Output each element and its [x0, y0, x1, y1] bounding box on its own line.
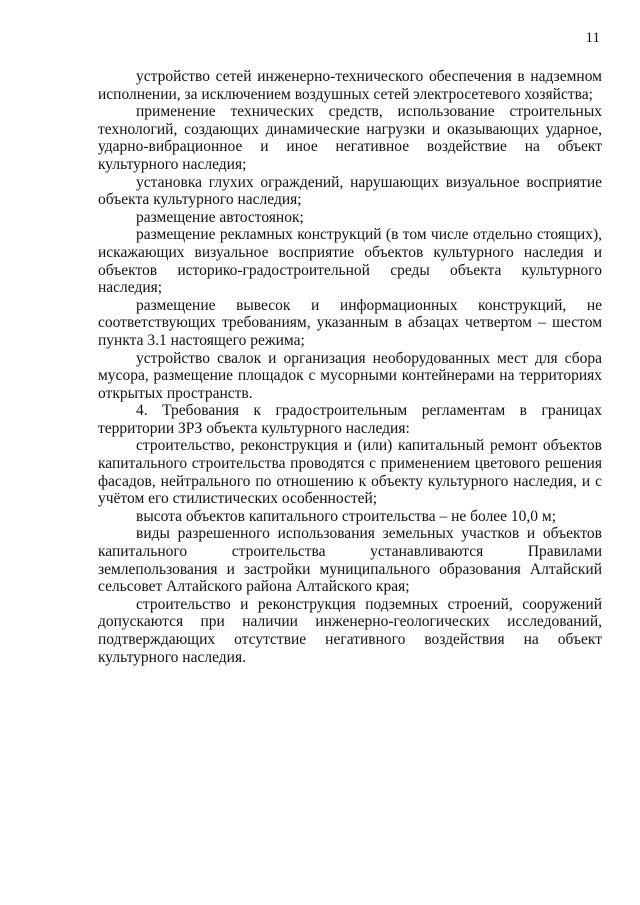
paragraph-dumps: устройство свалок и организация необорудованных мест для сбора мусора, размещение площадок с мусорными контейнерами на территориях открытых пространств.	[98, 349, 602, 402]
paragraph-height-limit: высота объектов капитального строительства – не более 10,0 м;	[136, 507, 557, 525]
paragraph-blind-fences: установка глухих ограждений, нарушающих визуальное восприятие объекта культурного наследия;	[98, 173, 602, 209]
paragraph-technical-means: применение технических средств, использование строительных технологий, создающих динамические нагрузки и оказывающих ударное, ударно-вибрационное и иное негативное воздействие на объект культурного наследия;	[98, 103, 602, 173]
paragraph-signage: размещение вывесок и информационных конструкций, не соответствующих требованиям, указанным в абзацах четвертом – шестом пункта 3.1 настоящего режима;	[98, 296, 602, 349]
document-body	[98, 68, 602, 666]
page-number: 11	[585, 30, 600, 46]
paragraph-section-4-heading: 4. Требования к градостроительным регламентам в границах территории ЗРЗ объекта культурного наследия:	[98, 402, 602, 437]
paragraph-underground: строительство и реконструкция подземных строений, сооружений допускаются при наличии инженерно-геологических исследований, подтверждающих отсутствие негативного воздействия на объект культурного наследия.	[98, 595, 602, 666]
paragraph-parking: размещение автостоянок;	[136, 208, 304, 226]
paragraph-land-use: виды разрешенного использования земельных участков и объектов капитального строительства устанавливаются Правилами землепользования и застройки муниципального образования Алтайский сельсовет Алтайского района Алтайского края;	[98, 525, 602, 596]
paragraph-utility-networks: устройство сетей инженерно-технического обеспечения в надземном исполнении, за исключением воздушных сетей электросетевого хозяйства;	[98, 68, 602, 103]
paragraph-advertising: размещение рекламных конструкций (в том числе отдельно стоящих), искажающих визуальное восприятие объектов культурного наследия и объектов историко-градостроительной среды объекта культурного наследия;	[98, 226, 602, 297]
paragraph-facade-colors: строительство, реконструкция и (или) капитальный ремонт объектов капитального строительства проводятся с применением цветового решения фасадов, нейтрального по отношению к объекту культурного наследия, и с учётом его стилистических особенностей;	[98, 437, 602, 508]
